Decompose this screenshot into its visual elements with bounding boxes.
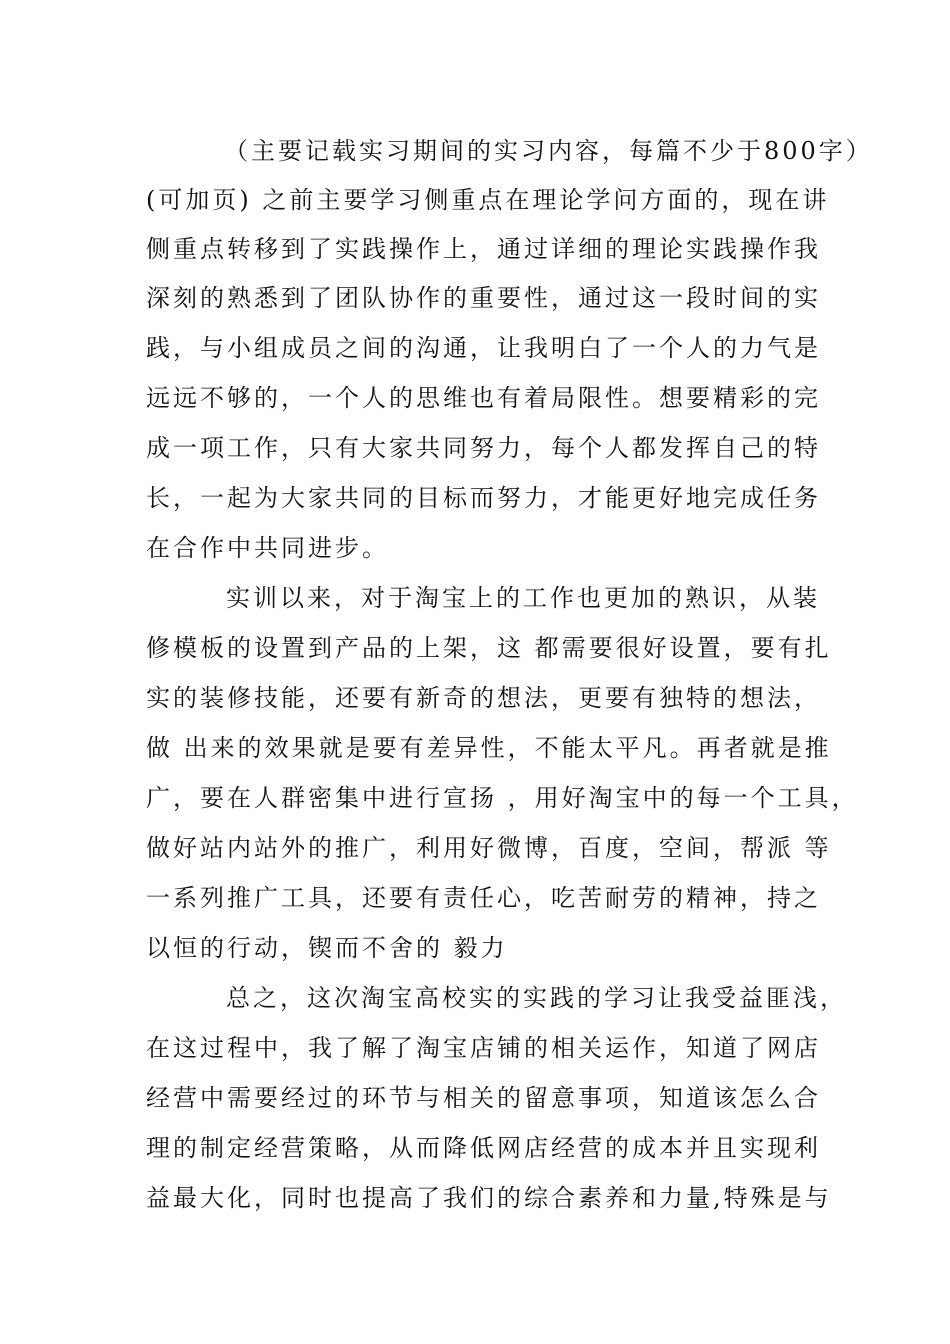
paragraph-2-line-4: 做 出来的效果就是要有差异性，不能太平凡。再者就是推 — [146, 734, 832, 762]
paragraph-2-line-7: 一系列推广工具，还要有责任心，吃苦耐劳的精神，持之 — [146, 884, 821, 912]
paragraph-1-line-9: 在合作中共同进步。 — [146, 534, 389, 562]
paragraph-3-line-2: 在这过程中，我了解了淘宝店铺的相关运作，知道了网店 — [146, 1034, 821, 1062]
paragraph-1-line-8: 长，一起为大家共同的目标而努力，才能更好地完成任务 — [146, 484, 821, 512]
paragraph-2-line-5: 广，要在人群密集中进行宣扬 ，用好淘宝中的每一个工具， — [146, 784, 859, 812]
paragraph-1-line-2: (可加页) 之前主要学习侧重点在理论学问方面的，现在讲 — [146, 186, 830, 214]
paragraph-1-line-4: 深刻的熟悉到了团队协作的重要性，通过这一段时间的实 — [146, 284, 821, 312]
paragraph-2-line-2: 修模板的设置到产品的上架，这 都需要很好设置，要有扎 — [146, 634, 832, 662]
paragraph-1-line-3: 侧重点转移到了实践操作上，通过详细的理论实践操作我 — [146, 235, 821, 263]
paragraph-2-line-6: 做好站内站外的推广，利用好微博，百度，空间，帮派 等 — [146, 834, 832, 862]
paragraph-1-line-1: （主要记载实习期间的实习内容，每篇不少于800字） — [224, 137, 873, 165]
paragraph-1-line-5: 践，与小组成员之间的沟通，让我明白了一个人的力气是 — [146, 334, 821, 362]
paragraph-2-line-3: 实的装修技能，还要有新奇的想法，更要有独特的想法， — [146, 684, 821, 712]
paragraph-1-line-7: 成一项工作，只有大家共同努力，每个人都发挥自己的特 — [146, 434, 821, 462]
paragraph-3-line-1: 总之，这次淘宝高校实的实践的学习让我受益匪浅， — [226, 984, 847, 1012]
paragraph-3-line-3: 经营中需要经过的环节与相关的留意事项，知道该怎么合 — [146, 1084, 821, 1112]
paragraph-1-line-6: 远远不够的，一个人的思维也有着局限性。想要精彩的完 — [146, 384, 821, 412]
paragraph-3-line-5: 益最大化，同时也提高了我们的综合素养和力量,特殊是与 — [146, 1184, 832, 1212]
paragraph-2-line-8: 以恒的行动，锲而不舍的 毅力 — [146, 934, 508, 962]
paragraph-3-line-4: 理的制定经营策略，从而降低网店经营的成本并且实现利 — [146, 1134, 821, 1162]
paragraph-2-line-1: 实训以来，对于淘宝上的工作也更加的熟识，从装 — [226, 584, 820, 612]
